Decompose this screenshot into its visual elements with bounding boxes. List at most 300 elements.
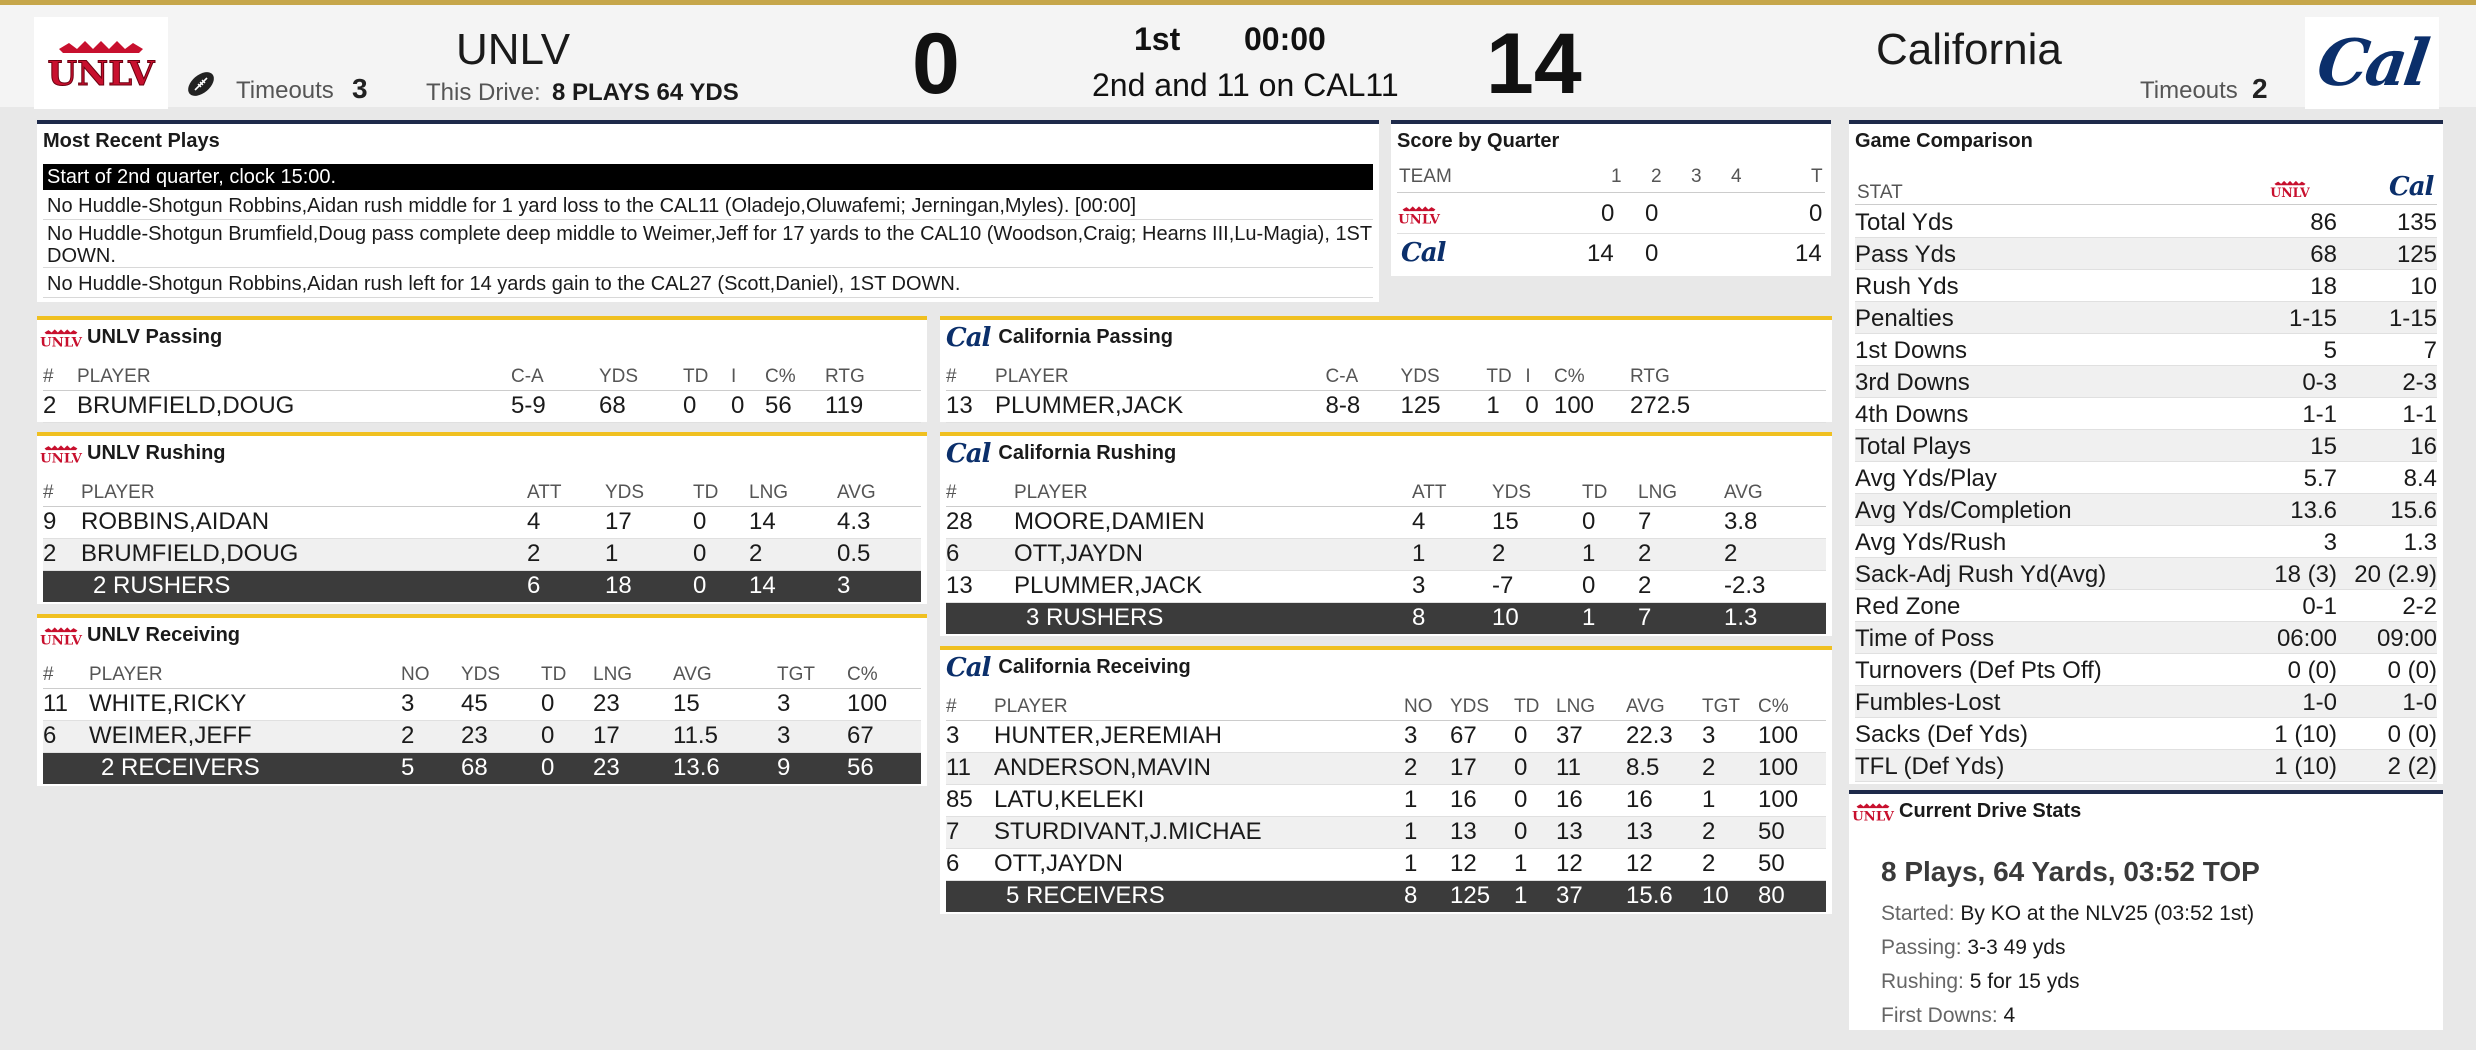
unlv-logo-icon [40, 327, 82, 351]
unlv-receiving-panel [37, 614, 927, 786]
cell: 28 [946, 506, 1014, 538]
cell: 3 [946, 720, 994, 752]
drive-passing [1881, 936, 2065, 960]
col-header: AVG [1724, 480, 1826, 506]
col-header: C-A [1326, 364, 1401, 390]
sbq-unlv-q2: 0 [1645, 200, 1659, 227]
cell: 68 [461, 752, 541, 784]
comparison-row [1855, 526, 2437, 558]
comparison-row [1855, 494, 2437, 526]
table-row [946, 570, 1826, 602]
col-header: AVG [837, 480, 921, 506]
current-drive-title [1852, 800, 2082, 825]
recent-plays-title: Most Recent Plays [43, 130, 220, 152]
comparison-row [1855, 558, 2437, 590]
comparison-unlv-value: 5.7 [2303, 465, 2337, 492]
svg-text:UNLV: UNLV [47, 54, 155, 94]
cell: 119 [825, 390, 921, 422]
svg-text:UNLV: UNLV [40, 633, 82, 649]
col-header: PLAYER [81, 480, 527, 506]
sbq-cal-q1: 14 [1587, 240, 1614, 267]
col-header: LNG [749, 480, 837, 506]
home-team-name: California [1876, 25, 2062, 74]
totals-row [946, 602, 1826, 634]
cell: 37 [1556, 880, 1626, 912]
cell [43, 570, 81, 602]
svg-text:UNLV: UNLV [40, 451, 82, 467]
cell: 50 [1758, 848, 1826, 880]
cell: 0 [1514, 816, 1556, 848]
comparison-cal-value: 0 (0) [2387, 657, 2437, 684]
cal-passing-panel [940, 316, 1832, 422]
cal-passing-title [946, 322, 1173, 353]
comparison-stat-name: Avg Yds/Completion [1855, 497, 2072, 524]
cell: MOORE,DAMIEN [1014, 506, 1412, 538]
comparison-row [1855, 654, 2437, 686]
col-header: TGT [1702, 694, 1758, 720]
cell: 3 [837, 570, 921, 602]
comparison-cal-value: 8.4 [2403, 465, 2437, 492]
cell [946, 602, 1014, 634]
cell: PLUMMER,JACK [995, 390, 1325, 422]
home-timeouts-value: 2 [2252, 73, 2268, 104]
game-comparison-panel [1849, 120, 2443, 784]
cell: 1 [1514, 880, 1556, 912]
table-row [43, 538, 921, 570]
col-header: RTG [825, 364, 921, 390]
score-by-quarter-title: Score by Quarter [1397, 130, 1560, 152]
drive-started-label: Started: [1881, 902, 1955, 925]
cell: 0 [541, 752, 593, 784]
cell: 125 [1450, 880, 1514, 912]
cell: 11 [946, 752, 994, 784]
cell: 8 [1412, 602, 1492, 634]
table-header-row [946, 480, 1826, 506]
unlv-rushing-panel [37, 432, 927, 604]
cal-receiving-table [946, 694, 1826, 912]
comparison-cal-value: 09:00 [2376, 625, 2437, 652]
cell: 2 [1702, 816, 1758, 848]
cell: 3 [777, 720, 847, 752]
col-header: PLAYER [89, 662, 401, 688]
col-header: LNG [1638, 480, 1724, 506]
cal-logo-icon: Cal [946, 322, 991, 353]
comparison-stat-name: Total Yds [1855, 209, 1954, 236]
col-header: PLAYER [1014, 480, 1412, 506]
unlv-passing-panel [37, 316, 927, 422]
comparison-cal-value: 1-0 [2402, 689, 2437, 716]
drive-first-downs [1881, 1004, 2015, 1028]
cell: 11 [43, 688, 89, 720]
cell: BRUMFIELD,DOUG [77, 390, 511, 422]
col-header: TD [683, 364, 731, 390]
cell: 0 [1582, 570, 1638, 602]
svg-text:UNLV: UNLV [1398, 212, 1440, 228]
drive-value: 8 PLAYS 64 YDS [552, 79, 739, 106]
svg-text:UNLV: UNLV [40, 335, 82, 351]
cal-receiving-title-text: California Receiving [998, 656, 1191, 678]
cell: 0 [1525, 390, 1554, 422]
cell: 13 [1626, 816, 1702, 848]
cell: STURDIVANT,J.MICHAE [994, 816, 1404, 848]
drive-first-downs-label: First Downs: [1881, 1004, 1998, 1027]
comparison-cal-value: 16 [2410, 433, 2437, 460]
cell: 0 [693, 538, 749, 570]
unlv-logo-icon [1398, 204, 1440, 228]
cal-rushing-panel [940, 432, 1832, 636]
cell: 5 RECEIVERS [994, 880, 1404, 912]
cell: -2.3 [1724, 570, 1826, 602]
cell: 2 [1404, 752, 1450, 784]
comparison-cal-value: 1-1 [2402, 401, 2437, 428]
cell: 0.5 [837, 538, 921, 570]
comparison-row [1855, 718, 2437, 750]
quarter: 1st [1134, 21, 1181, 57]
comparison-unlv-value: 5 [2323, 337, 2337, 364]
sbq-header-q1: 1 [1611, 166, 1622, 187]
play-item: No Huddle-Shotgun Brumfield,Doug pass complete deep middle to Weimer,Jeff for 17 yards to the CAL10 (Woodson,Craig; Hearns III,Lu-Magia), 1ST DOWN. [43, 222, 1373, 268]
cell: 14 [749, 570, 837, 602]
cell: 4.3 [837, 506, 921, 538]
table-header-row [946, 694, 1826, 720]
cell: 0 [541, 720, 593, 752]
game-comparison-title: Game Comparison [1855, 130, 2033, 152]
cell: 15 [1492, 506, 1582, 538]
unlv-receiving-title [40, 624, 240, 649]
comparison-cal-value: 15.6 [2390, 497, 2437, 524]
totals-row [43, 570, 921, 602]
cell: 12 [1626, 848, 1702, 880]
comparison-unlv-value: 06:00 [2276, 625, 2337, 652]
comparison-stat-name: 1st Downs [1855, 337, 1968, 364]
cell: 45 [461, 688, 541, 720]
cell [43, 752, 89, 784]
comparison-row [1855, 590, 2437, 622]
cell: 16 [1556, 784, 1626, 816]
cal-receiving-panel [940, 646, 1832, 914]
comparison-stat-name: Red Zone [1855, 593, 1961, 620]
cell: 100 [847, 688, 921, 720]
col-header: C% [1554, 364, 1630, 390]
comparison-stat-name: Time of Poss [1855, 625, 1995, 652]
cell: 67 [1450, 720, 1514, 752]
col-header: YDS [1401, 364, 1487, 390]
comparison-unlv-value: 68 [2310, 241, 2337, 268]
drive-rushing [1881, 970, 2079, 994]
cell: 0 [1514, 784, 1556, 816]
cell: 67 [847, 720, 921, 752]
cell: 7 [1638, 506, 1724, 538]
sbq-unlv-total: 0 [1809, 200, 1823, 227]
table-row [946, 816, 1826, 848]
cell: 9 [777, 752, 847, 784]
scoreboard [0, 0, 2476, 112]
cell: 2 [1702, 752, 1758, 784]
comparison-stat-name: 3rd Downs [1855, 369, 1970, 396]
comparison-stat-name: 4th Downs [1855, 401, 1969, 428]
comparison-unlv-value: 1-0 [2302, 689, 2337, 716]
cell: 13 [1450, 816, 1514, 848]
cell: 14 [749, 506, 837, 538]
recent-plays-panel [37, 120, 1379, 302]
cell: 12 [1556, 848, 1626, 880]
comparison-unlv-value: 13.6 [2290, 497, 2337, 524]
drive-rushing-value: 5 for 15 yds [1969, 970, 2080, 993]
col-header: # [43, 364, 77, 390]
cell: 6 [43, 720, 89, 752]
cell: 100 [1758, 752, 1826, 784]
cell: 1 [1404, 816, 1450, 848]
unlv-logo [34, 17, 168, 109]
cell: 15 [673, 688, 777, 720]
cell: BRUMFIELD,DOUG [81, 538, 527, 570]
drive-first-downs-value: 4 [2003, 1004, 2016, 1027]
cell: 0 [1514, 752, 1556, 784]
cell: 6 [946, 848, 994, 880]
away-timeouts-value: 3 [352, 73, 368, 104]
score-by-quarter-panel [1391, 120, 1831, 276]
sbq-header-q2: 2 [1651, 166, 1662, 187]
sbq-unlv-q1: 0 [1601, 200, 1615, 227]
comparison-stat-name: Rush Yds [1855, 273, 1959, 300]
cal-rushing-title-text: California Rushing [998, 442, 1177, 464]
col-header: ATT [527, 480, 605, 506]
cell: 50 [1758, 816, 1826, 848]
cal-passing-title-text: California Passing [998, 326, 1173, 348]
cell: 10 [1702, 880, 1758, 912]
drive-passing-value: 3-3 49 yds [1967, 936, 2066, 959]
totals-row [43, 752, 921, 784]
comparison-cal-value: 1-15 [2388, 305, 2437, 332]
unlv-rushing-title [40, 442, 226, 467]
cell: 0 [1514, 720, 1556, 752]
cell: 272.5 [1630, 390, 1826, 422]
cell: 0 [731, 390, 765, 422]
unlv-logo-icon [40, 443, 82, 467]
comparison-row [1855, 366, 2437, 398]
comparison-stat-header: STAT [1857, 182, 1903, 203]
cell: 8.5 [1626, 752, 1702, 784]
cell: 5-9 [511, 390, 599, 422]
game-clock: 00:00 [1244, 21, 1326, 57]
col-header: TD [1486, 364, 1525, 390]
table-row [946, 390, 1826, 422]
cell: 18 [605, 570, 693, 602]
col-header: AVG [1626, 694, 1702, 720]
col-header: C-A [511, 364, 599, 390]
sbq-header-q4: 4 [1731, 166, 1742, 187]
cell: 22.3 [1626, 720, 1702, 752]
cal-rushing-title [946, 438, 1177, 469]
cell: 0 [1582, 506, 1638, 538]
cal-logo-icon: Cal [2389, 172, 2434, 202]
col-header: PLAYER [77, 364, 511, 390]
table-row [946, 506, 1826, 538]
col-header: RTG [1630, 364, 1826, 390]
col-header: # [946, 364, 995, 390]
cell: 4 [1412, 506, 1492, 538]
comparison-row [1855, 622, 2437, 654]
comparison-unlv-value: 18 (3) [2274, 561, 2337, 588]
cell: 1 [1404, 848, 1450, 880]
cell: 10 [1492, 602, 1582, 634]
cell: 2 [43, 390, 77, 422]
comparison-cal-value: 2 (2) [2387, 753, 2437, 780]
cell: 0 [693, 570, 749, 602]
comparison-row [1855, 398, 2437, 430]
cell: 2 [43, 538, 81, 570]
unlv-passing-title-text: UNLV Passing [87, 326, 223, 348]
cal-logo [2305, 17, 2439, 109]
cell: 2 [749, 538, 837, 570]
col-header: PLAYER [995, 364, 1325, 390]
table-header-row [43, 480, 921, 506]
cell: 1 [1486, 390, 1525, 422]
cell: 3.8 [1724, 506, 1826, 538]
col-header: PLAYER [994, 694, 1404, 720]
cell: 56 [765, 390, 825, 422]
cell: 4 [527, 506, 605, 538]
cell: 0 [683, 390, 731, 422]
cell: 3 [1404, 720, 1450, 752]
drive-started-value: By KO at the NLV25 (03:52 1st) [1960, 902, 2255, 925]
cal-logo-icon: Cal [946, 652, 991, 683]
comparison-stat-name: Avg Yds/Play [1855, 465, 1997, 492]
comparison-cal-value: 7 [2423, 337, 2437, 364]
col-header: YDS [1492, 480, 1582, 506]
cell: 3 RUSHERS [1014, 602, 1412, 634]
cell: 9 [43, 506, 81, 538]
cell: 11 [1556, 752, 1626, 784]
col-header: # [43, 662, 89, 688]
col-header: TD [1582, 480, 1638, 506]
table-row [946, 784, 1826, 816]
cell: 6 [946, 538, 1014, 570]
cal-logo-icon: Cal [1401, 238, 1446, 268]
cell: ANDERSON,MAVIN [994, 752, 1404, 784]
table-row [946, 720, 1826, 752]
cell: 2 RECEIVERS [89, 752, 401, 784]
cell: 13.6 [673, 752, 777, 784]
cell: 2 [401, 720, 461, 752]
comparison-stat-name: Fumbles-Lost [1855, 689, 2001, 716]
cell: 13 [946, 570, 1014, 602]
cell: 37 [1556, 720, 1626, 752]
table-row [946, 848, 1826, 880]
col-header: AVG [673, 662, 777, 688]
cell: 68 [599, 390, 683, 422]
comparison-row [1855, 430, 2437, 462]
unlv-logo-icon [2270, 178, 2310, 201]
sbq-cal-q2: 0 [1645, 240, 1659, 267]
col-header: C% [1758, 694, 1826, 720]
away-score: 0 [912, 16, 960, 112]
comparison-unlv-value: 1 (10) [2274, 753, 2337, 780]
col-header: YDS [461, 662, 541, 688]
col-header: # [946, 694, 994, 720]
cell: 23 [461, 720, 541, 752]
cell: HUNTER,JEREMIAH [994, 720, 1404, 752]
col-header: TGT [777, 662, 847, 688]
col-header: # [946, 480, 1014, 506]
col-header: I [1525, 364, 1554, 390]
drive-rushing-label: Rushing: [1881, 970, 1964, 993]
cell: 6 [527, 570, 605, 602]
comparison-stat-name: Avg Yds/Rush [1855, 529, 2007, 556]
sbq-header-q3: 3 [1691, 166, 1702, 187]
comparison-unlv-value: 0 (0) [2287, 657, 2337, 684]
col-header: NO [1404, 694, 1450, 720]
cell: 16 [1450, 784, 1514, 816]
home-score: 14 [1486, 16, 1582, 112]
unlv-logo-icon [47, 35, 155, 94]
comparison-cal-value: 125 [2396, 241, 2437, 268]
comparison-row [1855, 270, 2437, 302]
cell: 3 [777, 688, 847, 720]
col-header: YDS [605, 480, 693, 506]
col-header: C% [847, 662, 921, 688]
comparison-unlv-value: 1-15 [2288, 305, 2337, 332]
cell: 2 [527, 538, 605, 570]
unlv-rushing-title-text: UNLV Rushing [87, 442, 226, 464]
football-icon [184, 67, 218, 101]
cell: 3 [401, 688, 461, 720]
cell: 1 [1412, 538, 1492, 570]
cell: 0 [541, 688, 593, 720]
cell: 2 [1492, 538, 1582, 570]
cell: 7 [1638, 602, 1724, 634]
totals-row [946, 880, 1826, 912]
unlv-passing-table [43, 364, 921, 423]
comparison-stat-name: Turnovers (Def Pts Off) [1855, 657, 2102, 684]
unlv-logo-icon [1852, 801, 1894, 825]
svg-text:UNLV: UNLV [2270, 185, 2310, 201]
cell: 8-8 [1326, 390, 1401, 422]
comparison-row [1855, 750, 2437, 782]
cell: 11.5 [673, 720, 777, 752]
col-header: NO [401, 662, 461, 688]
comparison-unlv-value: 1 (10) [2274, 721, 2337, 748]
table-header-row [43, 364, 921, 390]
comparison-row [1855, 206, 2437, 238]
unlv-receiving-table [43, 662, 921, 784]
cell: PLUMMER,JACK [1014, 570, 1412, 602]
table-row [43, 688, 921, 720]
current-drive-title-text: Current Drive Stats [1899, 800, 2082, 822]
comparison-unlv-value: 0-1 [2302, 593, 2337, 620]
cell: 5 [401, 752, 461, 784]
col-header: TD [693, 480, 749, 506]
cell: 1 [1582, 602, 1638, 634]
cal-receiving-title [946, 652, 1191, 683]
cell: 100 [1554, 390, 1630, 422]
comparison-row [1855, 334, 2437, 366]
play-item: Start of 2nd quarter, clock 15:00. [43, 164, 1373, 190]
col-header: ATT [1412, 480, 1492, 506]
cell: 2 [1638, 538, 1724, 570]
cell: 1 [1514, 848, 1556, 880]
comparison-cal-value: 0 (0) [2387, 721, 2437, 748]
cal-passing-table [946, 364, 1826, 423]
home-timeouts-label: Timeouts [2140, 77, 2238, 104]
comparison-cal-value: 135 [2396, 209, 2437, 236]
comparison-row [1855, 238, 2437, 270]
cell: 85 [946, 784, 994, 816]
comparison-row [1855, 462, 2437, 494]
drive-started [1881, 902, 2254, 926]
unlv-logo-icon [40, 625, 82, 649]
comparison-cal-value: 2-2 [2402, 593, 2437, 620]
